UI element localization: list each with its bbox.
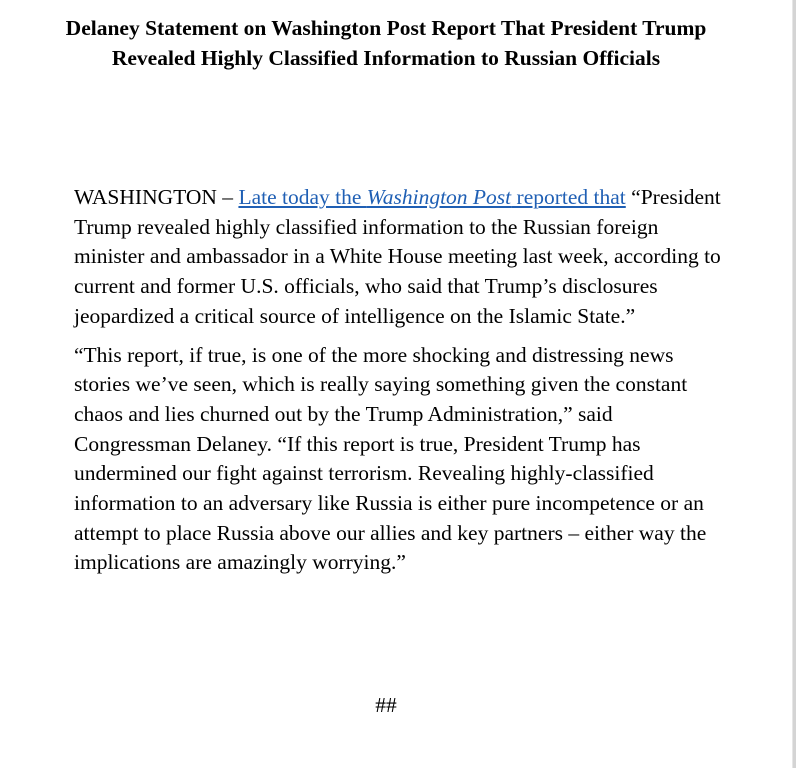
end-mark: ## (375, 693, 397, 717)
page-title: Delaney Statement on Washington Post Report That President Trump Revealed Highly Classified Information to Russian Officials (65, 16, 707, 70)
link-text-italic: Washington Post (366, 185, 512, 209)
link-text-after: reported that (511, 185, 626, 209)
page-edge-divider (792, 0, 796, 768)
paragraph-report (74, 183, 724, 332)
paragraph-delaney-quote: “This report, if true, is one of the more shocking and distressing news stories we’ve seen, which is really saying something given the constant chaos and lies churned out by the Trump Administration,” said Congressman Delaney. “If this report is true, President Trump has undermined our fight against terrorism. Revealing highly-classified information to an adversary like Russia is either pure incompetence or an attempt to place Russia above our allies and key partners – either way the implications are amazingly worrying.” (74, 342, 707, 575)
statement-body (74, 183, 724, 578)
link-text-before: Late today the (238, 185, 367, 209)
dateline: WASHINGTON – (74, 185, 239, 209)
report-quote: “President Trump revealed highly classified information to the Russian foreign minister and ambassador in a White House meeting last week, according to current and former U.S. officials, who said that Trump’s disclosures jeopardized a critical source of intelligence on the Islamic State.” (74, 185, 721, 328)
washington-post-report-link[interactable] (238, 185, 625, 209)
